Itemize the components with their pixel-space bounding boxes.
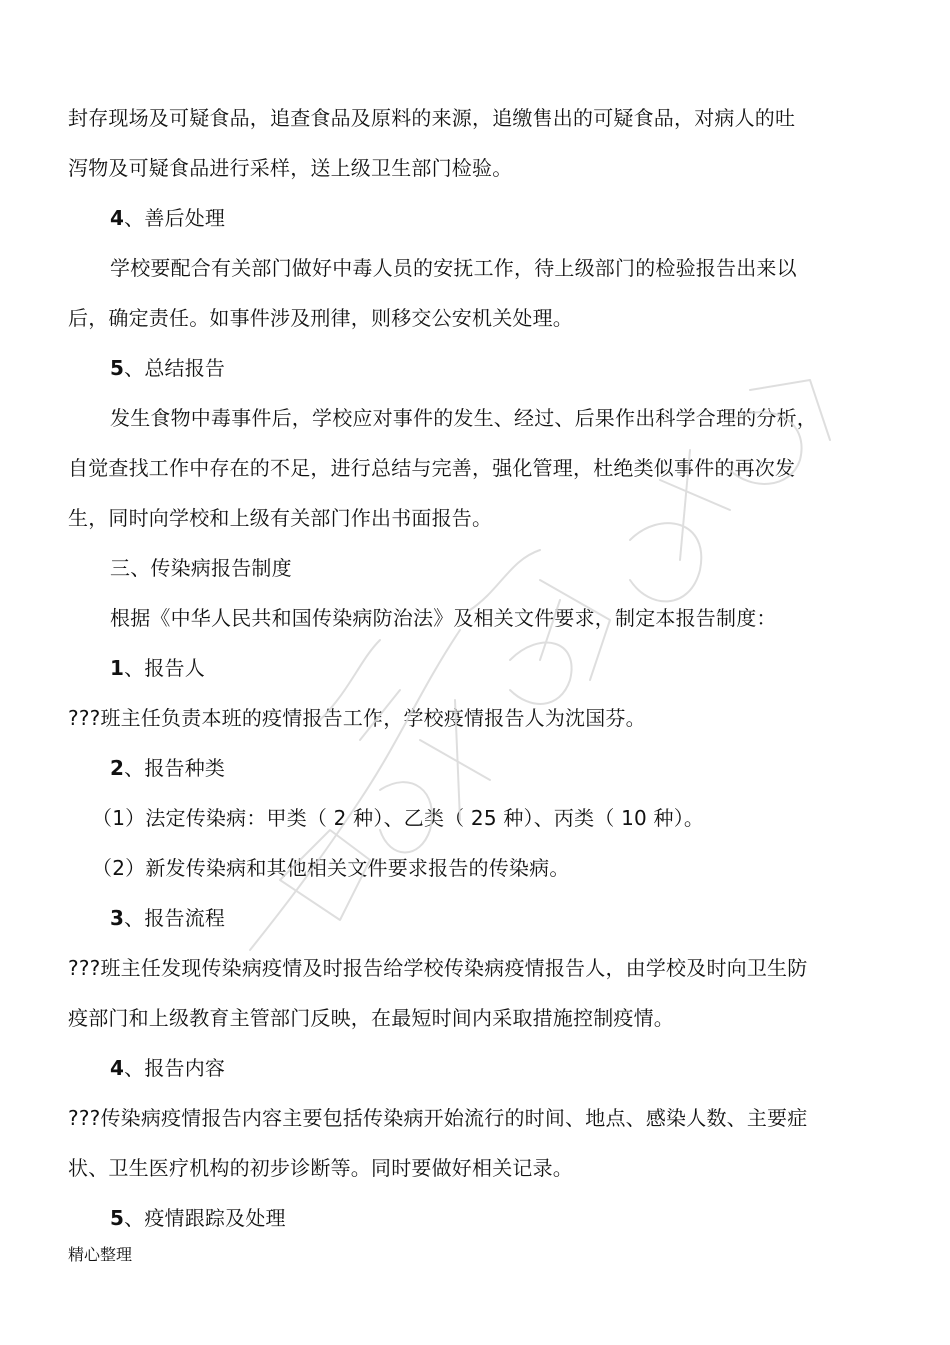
footer-note: 精心整理 (68, 1245, 133, 1264)
paragraph-line: ???传染病疫情报告内容主要包括传染病开始流行的时间、地点、感染人数、主要症 (68, 1106, 808, 1130)
section-heading (110, 654, 205, 682)
paragraph-line: 学校要配合有关部门做好中毒人员的安抚工作，待上级部门的检验报告出来以 (110, 256, 797, 280)
section-number: 5 (110, 1206, 125, 1230)
section-heading (110, 754, 225, 782)
section-title: 、总结报告 (124, 356, 226, 380)
paragraph-line: 自觉查找工作中存在的不足，进行总结与完善，强化管理，杜绝类似事件的再次发 (68, 456, 796, 480)
watermark-stamp (210, 360, 850, 980)
section-title: 、疫情跟踪及处理 (124, 1206, 286, 1230)
paragraph-line: 发生食物中毒事件后，学校应对事件的发生、经过、后果作出科学合理的分析， (110, 406, 817, 430)
section-title: 、报告人 (124, 656, 205, 680)
paragraph-line: 生，同时向学校和上级有关部门作出书面报告。 (68, 506, 493, 530)
paragraph-line: 根据《中华人民共和国传染病防治法》及相关文件要求，制定本报告制度： (110, 606, 777, 630)
section-title: 、报告种类 (124, 756, 226, 780)
section-title: 、报告内容 (124, 1056, 226, 1080)
section-heading (110, 354, 225, 382)
section-heading (110, 904, 225, 932)
list-item: （2）新发传染病和其他相关文件要求报告的传染病。 (92, 856, 570, 880)
section-number: 2 (110, 756, 125, 780)
paragraph-line: 后，确定责任。如事件涉及刑律，则移交公安机关处理。 (68, 306, 573, 330)
paragraph-line: 状、卫生医疗机构的初步诊断等。同时要做好相关记录。 (68, 1156, 573, 1180)
section-title: 、报告流程 (124, 906, 226, 930)
paragraph-line: 封存现场及可疑食品，追查食品及原料的来源，追缴售出的可疑食品，对病人的吐 (68, 106, 796, 130)
paragraph-line: ???班主任负责本班的疫情报告工作，学校疫情报告人为沈国芬。 (68, 706, 646, 730)
paragraph-line: 泻物及可疑食品进行采样，送上级卫生部门检验。 (68, 156, 513, 180)
section-number: 3 (110, 906, 125, 930)
section-heading (110, 204, 225, 232)
paragraph-line: ???班主任发现传染病疫情及时报告给学校传染病疫情报告人，由学校及时向卫生防 (68, 956, 808, 980)
chapter-heading: 三、传染病报告制度 (110, 556, 292, 580)
list-item: （1）法定传染病：甲类（ 2 种）、乙类（ 25 种）、丙类（ 10 种）。 (92, 806, 705, 830)
section-number: 5 (110, 356, 125, 380)
paragraph-line: 疫部门和上级教育主管部门反映，在最短时间内采取措施控制疫情。 (68, 1006, 674, 1030)
section-heading (110, 1054, 225, 1082)
section-number: 4 (110, 206, 125, 230)
section-number: 4 (110, 1056, 125, 1080)
section-heading (110, 1204, 286, 1232)
section-number: 1 (110, 656, 125, 680)
section-title: 、善后处理 (124, 206, 226, 230)
